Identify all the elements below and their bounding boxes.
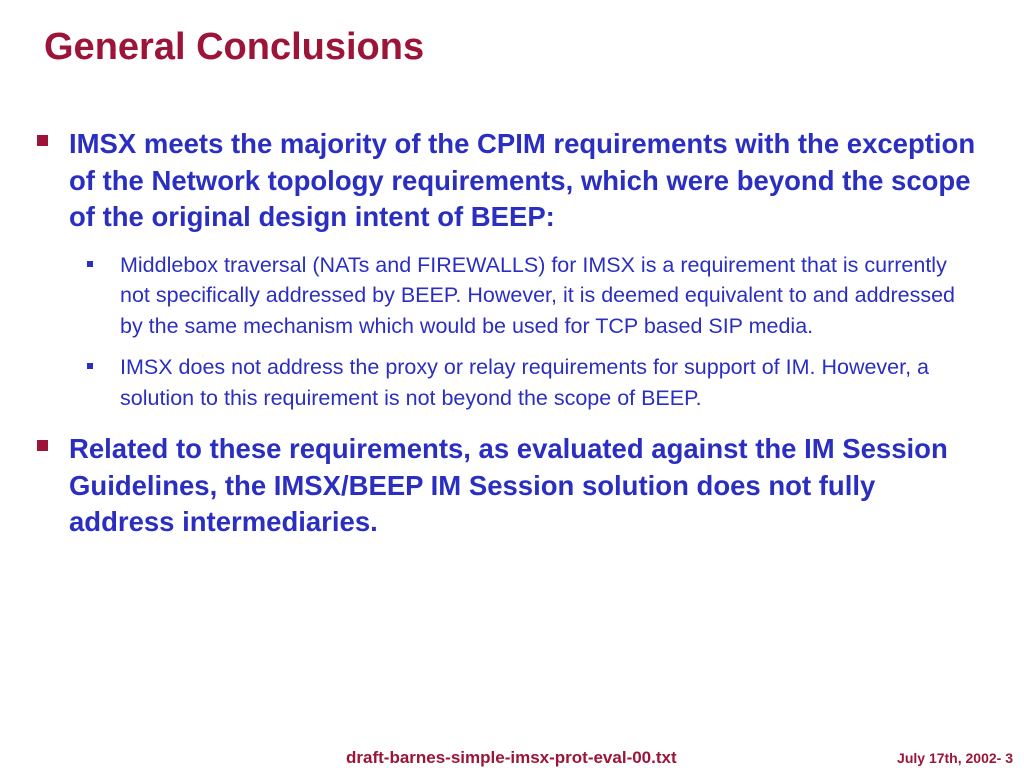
slide-content [0, 126, 1024, 541]
square-bullet-icon [37, 135, 48, 146]
small-square-bullet-icon [87, 363, 93, 369]
sub-bullet-text: IMSX does not address the proxy or relay requirements for support of IM. However, a solution to this requirement is not beyond the scope of BEEP. [120, 355, 930, 410]
bullet-text: IMSX meets the majority of the CPIM requirements with the exception of the Network topology requirements, which were beyond the scope of the original design intent of BEEP: [69, 128, 976, 232]
sub-bullet-text: Middlebox traversal (NATs and FIREWALLS) for IMSX is a requirement that is currently not specifically addressed by BEEP. However, it is deemed equivalent to and addressed by the same mechanism which would be used for TCP based SIP media. [120, 252, 956, 338]
square-bullet-icon [37, 440, 48, 451]
footer-document-name: draft-barnes-simple-imsx-prot-eval-00.txt [346, 748, 677, 767]
bullet-text: Related to these requirements, as evaluated against the IM Session Guidelines, the IMSX/BEEP IM Session solution does not fully address intermediaries. [69, 433, 948, 537]
footer-date-page: July 17th, 2002- 3 [897, 750, 1013, 766]
slide-title: General Conclusions [44, 26, 425, 68]
bullet-item [0, 126, 1024, 236]
sub-bullet-item [0, 352, 1024, 413]
small-square-bullet-icon [87, 261, 93, 267]
sub-bullet-item [0, 250, 1024, 342]
bullet-item [0, 431, 1024, 541]
